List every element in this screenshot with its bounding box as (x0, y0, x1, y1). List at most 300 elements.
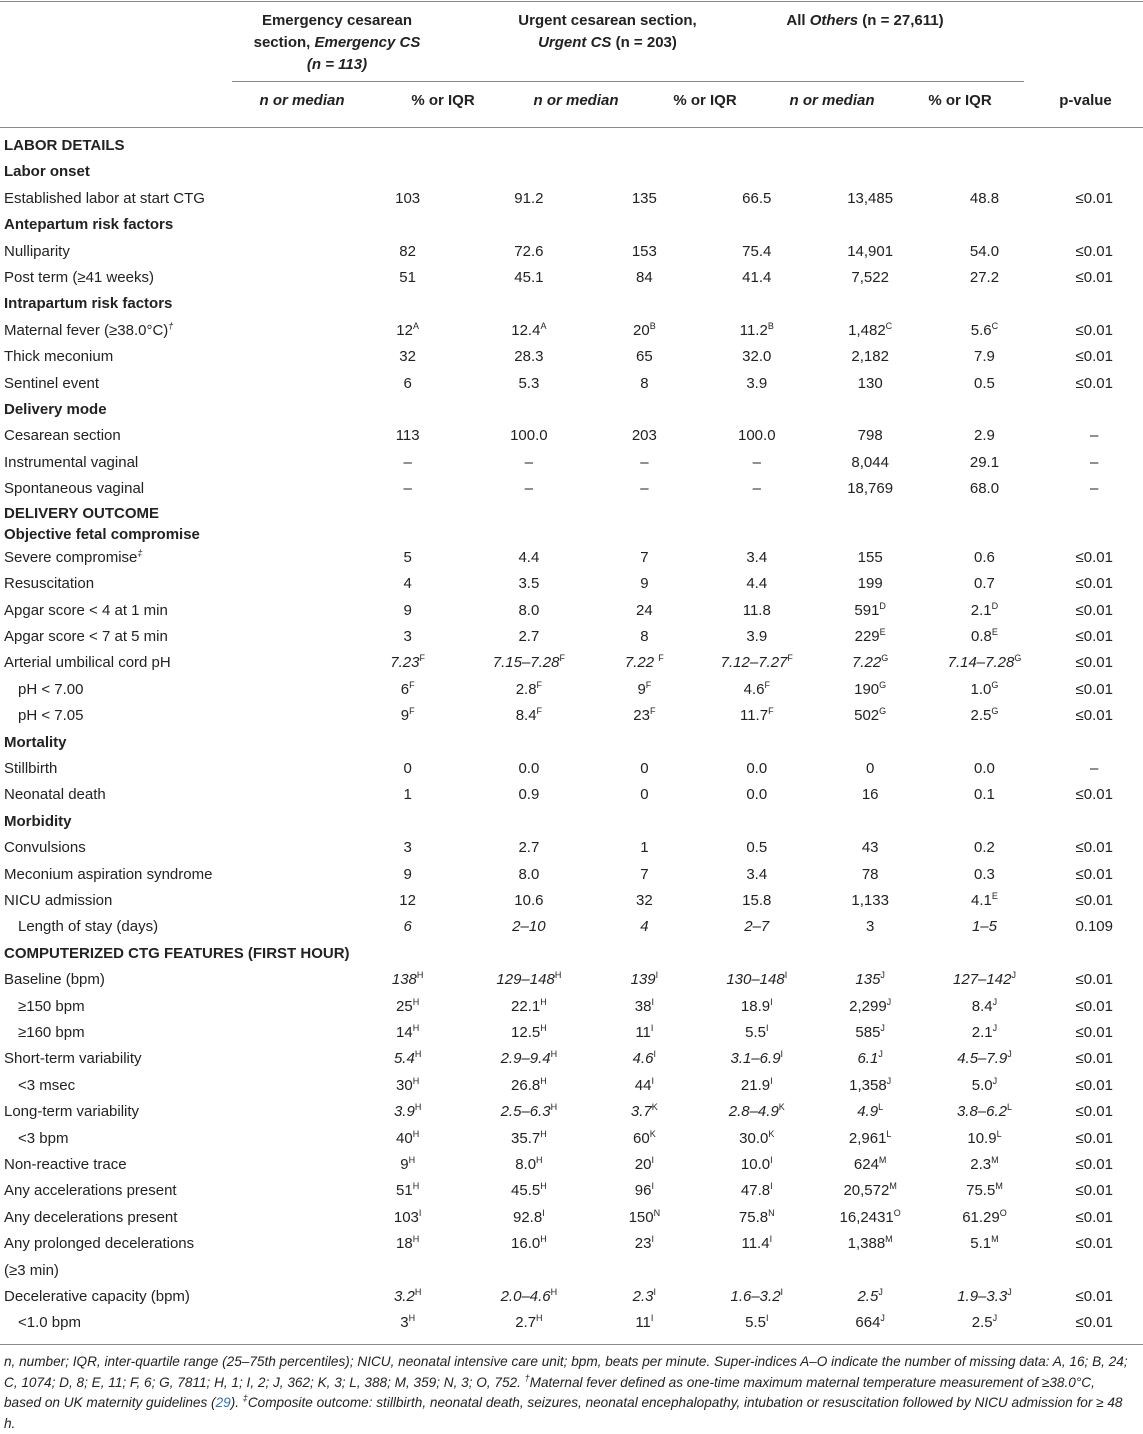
group-header-urgent: Urgent cesarean section, Urgent CS (n = 203) (518, 12, 697, 51)
cell-value: 7.12–7.27 (720, 654, 788, 672)
row-label-text: Resuscitation (4, 575, 95, 593)
cell-value: 9 (400, 707, 410, 725)
table-row (0, 1020, 1143, 1046)
cell-value: 8.4 (971, 997, 993, 1015)
table-cell (817, 782, 924, 808)
cell-value: 0.5 (746, 839, 768, 857)
row-label (0, 1126, 350, 1152)
table-cell (592, 318, 697, 344)
table-cell (1045, 1178, 1143, 1204)
empty-cell (924, 397, 1046, 423)
table-cell (350, 476, 466, 502)
row-label-text: Baseline (bpm) (4, 971, 105, 989)
cell-value: 7.14–7.28 (947, 654, 1015, 672)
cell-value: ≤0.01 (1075, 548, 1113, 566)
cell-value: 26.8 (511, 1076, 541, 1094)
table-cell (924, 545, 1046, 571)
cell-value: 3.5 (518, 575, 540, 593)
missing-data-marker: I (418, 1207, 422, 1218)
table-cell (697, 598, 817, 624)
cell-value: 100.0 (738, 427, 776, 445)
row-label (0, 1020, 350, 1046)
empty-cell (592, 809, 697, 835)
cell-value: 38 (634, 997, 652, 1015)
table-cell (817, 1046, 924, 1072)
cell-value: ≤0.01 (1075, 575, 1113, 593)
empty-cell (1045, 212, 1143, 238)
table-cell (817, 318, 924, 344)
cell-value: ≤0.01 (1075, 374, 1113, 392)
missing-data-marker: H (554, 970, 562, 981)
cell-value: 3.1–6.9 (730, 1050, 781, 1068)
cell-value: – (1090, 759, 1099, 777)
empty-cell (817, 212, 924, 238)
missing-data-marker: F (645, 679, 652, 690)
cell-value: 664 (855, 1314, 881, 1332)
bottom-rule (0, 1344, 1143, 1345)
cell-value: 130 (857, 374, 883, 392)
cell-value: ≤0.01 (1075, 1314, 1113, 1332)
table-cell (466, 476, 592, 502)
cell-value: 24 (636, 601, 653, 619)
cell-value: 82 (399, 242, 416, 260)
row-label-text: Thick meconium (4, 348, 114, 366)
empty-cell (924, 941, 1046, 967)
table-cell (592, 1284, 697, 1310)
cell-value: ≤0.01 (1075, 348, 1113, 366)
table-cell (1045, 1046, 1143, 1072)
cell-value: 127–142 (953, 971, 1012, 989)
table-row (0, 371, 1143, 397)
row-label-text: Labor onset (4, 163, 90, 181)
row-label (0, 730, 350, 756)
missing-data-marker: I (650, 1313, 654, 1324)
cell-value: 8 (640, 374, 649, 392)
table-cell (924, 265, 1046, 291)
empty-cell (466, 159, 592, 185)
table-row (0, 1205, 1143, 1231)
table-cell (924, 862, 1046, 888)
row-label (0, 133, 350, 159)
cell-value: 1,388 (847, 1235, 886, 1253)
row-label (0, 598, 350, 624)
missing-data-marker: H (412, 1075, 420, 1086)
row-label-text: Post term (≥41 weeks) (4, 269, 154, 287)
missing-data-marker: H (414, 1102, 422, 1113)
cell-value: 0.7 (974, 575, 995, 593)
citation-link[interactable]: 29 (215, 1395, 231, 1410)
cell-value: 96 (634, 1182, 652, 1200)
empty-cell (697, 133, 817, 159)
cell-value: 4 (640, 918, 649, 936)
table-cell (924, 994, 1046, 1020)
cell-value: 10.6 (514, 891, 544, 909)
empty-cell (697, 159, 817, 185)
cell-value: 8.0 (518, 601, 540, 619)
table-cell (592, 1020, 697, 1046)
empty-cell (350, 730, 466, 756)
table-cell (592, 1231, 697, 1284)
cell-value: 2–10 (512, 918, 546, 936)
table-cell (817, 344, 924, 370)
table-cell (817, 888, 924, 914)
missing-data-marker: I (769, 1234, 773, 1245)
table-cell (924, 344, 1046, 370)
table-cell (350, 1020, 466, 1046)
table-cell (466, 1205, 592, 1231)
table-cell (924, 1020, 1046, 1046)
table-cell (817, 1152, 924, 1178)
cell-value: 585 (855, 1024, 881, 1041)
cell-value: 20,572 (843, 1182, 890, 1200)
table-cell (592, 1152, 697, 1178)
table-cell (697, 888, 817, 914)
cell-value: 7.23 (390, 654, 420, 672)
empty-cell (592, 503, 697, 524)
row-label-text: Non-reactive trace (4, 1156, 127, 1174)
table-cell (350, 650, 466, 676)
cell-value: 2.5 (857, 1288, 879, 1306)
cell-value: – (1090, 480, 1099, 498)
cell-value: 9 (637, 680, 646, 698)
table-cell (924, 1126, 1046, 1152)
missing-data-marker: J (992, 1023, 998, 1033)
table-cell (466, 650, 592, 676)
cell-value: 0.6 (974, 548, 995, 566)
table-cell (350, 994, 466, 1020)
table-cell (697, 344, 817, 370)
cell-value: ≤0.01 (1075, 1235, 1113, 1253)
cell-value: 22.1 (511, 997, 541, 1015)
cell-value: 45.1 (514, 269, 544, 287)
cell-value: 3 (403, 627, 412, 645)
cell-value: – (1090, 453, 1099, 471)
cell-value: 29.1 (969, 453, 1000, 471)
table-cell (817, 598, 924, 624)
table-cell (924, 835, 1046, 861)
row-label (0, 1099, 350, 1125)
cell-value: ≤0.01 (1075, 1024, 1113, 1041)
empty-cell (350, 291, 466, 317)
missing-data-marker: J (880, 1313, 885, 1324)
cell-value: 0 (403, 759, 412, 777)
row-label-text: Spontaneous vaginal (4, 480, 145, 498)
cell-value: 14 (396, 1024, 413, 1041)
table-cell (1045, 371, 1143, 397)
cell-value: 3 (403, 839, 412, 857)
table-cell (924, 650, 1046, 676)
table-cell (1045, 835, 1143, 861)
table-cell (592, 888, 697, 914)
table-cell (924, 703, 1046, 729)
empty-cell (1045, 159, 1143, 185)
table-cell (1045, 423, 1143, 449)
table-cell (466, 545, 592, 571)
cell-value: 103 (395, 189, 421, 207)
group-header-emergency: Emergency cesarean section, Emergency CS (n = 113) (253, 12, 421, 73)
table-cell (592, 756, 697, 782)
table-cell (1045, 186, 1143, 212)
cell-value: 1.6–3.2 (730, 1288, 781, 1306)
cell-value: 9 (400, 1156, 409, 1174)
missing-data-marker: M (991, 1234, 999, 1245)
table-cell (924, 1152, 1046, 1178)
table-row (0, 1046, 1143, 1072)
cell-value: 7 (640, 865, 649, 883)
table-row (0, 450, 1143, 476)
row-label-text: Meconium aspiration syndrome (4, 865, 213, 883)
empty-cell (350, 524, 466, 545)
empty-cell (697, 503, 817, 524)
table-cell (817, 1284, 924, 1310)
missing-data-marker: G (879, 706, 887, 717)
cell-value: 32 (399, 348, 416, 366)
cell-value: ≤0.01 (1075, 891, 1113, 909)
table-row (0, 835, 1143, 861)
cell-value: 1,358 (849, 1076, 887, 1094)
row-label (0, 941, 350, 967)
header-rule (0, 127, 1143, 128)
empty-cell (1045, 503, 1143, 524)
table-cell (592, 186, 697, 212)
missing-data-marker: H (414, 1049, 422, 1060)
table-row (0, 1284, 1143, 1310)
cell-value: 2.0–4.6 (500, 1288, 551, 1306)
row-label (0, 450, 350, 476)
cell-value: 0.0 (746, 759, 768, 777)
missing-data-marker: H (540, 996, 547, 1007)
empty-cell (817, 941, 924, 967)
table-row (0, 598, 1143, 624)
table-cell (817, 703, 924, 729)
table-cell (924, 756, 1046, 782)
missing-data-marker: G (991, 679, 999, 690)
cell-value: 1–5 (971, 918, 997, 936)
cell-value: 23 (634, 1235, 652, 1253)
table-cell (350, 598, 466, 624)
table-cell (592, 1073, 697, 1099)
table-cell (592, 677, 697, 703)
table-cell (697, 450, 817, 476)
cell-value: 6 (403, 918, 412, 936)
missing-data-marker: F (409, 706, 415, 717)
cell-value: 6 (400, 680, 410, 698)
row-label-text: <1.0 bpm (18, 1314, 81, 1332)
missing-data-marker: H (412, 1023, 420, 1033)
row-label (0, 318, 350, 344)
missing-data-marker: M (995, 1181, 1003, 1192)
table-cell (350, 1152, 466, 1178)
table-cell (697, 1205, 817, 1231)
table-cell (817, 423, 924, 449)
table-row (0, 1073, 1143, 1099)
missing-data-marker: J (1007, 1049, 1012, 1060)
table-cell (466, 265, 592, 291)
table-cell (924, 239, 1046, 265)
empty-cell (592, 212, 697, 238)
table-cell (697, 1178, 817, 1204)
table-cell (466, 624, 592, 650)
table-cell (1045, 318, 1143, 344)
row-label-text: Severe compromise (4, 548, 138, 566)
table-row (0, 703, 1143, 729)
table-cell (697, 835, 817, 861)
table-cell (592, 239, 697, 265)
empty-cell (350, 133, 466, 159)
row-label-text: Nulliparity (4, 242, 70, 260)
cell-value: 5.3 (518, 374, 540, 392)
missing-data-marker: G (991, 706, 999, 717)
missing-data-marker: K (778, 1102, 785, 1113)
cell-value: 7.22 (852, 654, 882, 672)
table-cell (350, 1310, 466, 1336)
cell-value: 23 (633, 707, 650, 725)
table-cell (350, 265, 466, 291)
cell-value: ≤0.01 (1075, 971, 1113, 989)
cell-value: ≤0.01 (1075, 1156, 1113, 1174)
missing-data-marker: G (881, 653, 889, 664)
missing-data-marker: N (653, 1207, 661, 1218)
missing-data-marker: G (879, 679, 887, 690)
cell-value: 0.0 (518, 759, 540, 777)
table-cell (697, 239, 817, 265)
table-cell (1045, 914, 1143, 940)
missing-data-marker: I (765, 1023, 769, 1033)
cell-value: 7.9 (974, 348, 995, 366)
missing-data-marker: I (770, 1075, 773, 1086)
empty-cell (924, 133, 1046, 159)
table-cell (1045, 994, 1143, 1020)
table-row (0, 265, 1143, 291)
table-cell (466, 318, 592, 344)
table-cell (350, 1099, 466, 1125)
missing-data-marker: J (886, 996, 892, 1007)
cell-value: ≤0.01 (1075, 839, 1113, 857)
empty-cell (350, 397, 466, 423)
empty-cell (592, 730, 697, 756)
cell-value: 130–148 (726, 971, 785, 989)
row-label (0, 1231, 350, 1284)
row-label-text: DELIVERY OUTCOME (4, 504, 160, 522)
cell-value: 20 (633, 321, 650, 339)
table-cell (697, 1099, 817, 1125)
table-cell (350, 371, 466, 397)
table-cell (350, 1205, 466, 1231)
row-label (0, 835, 350, 861)
table-cell (697, 1152, 817, 1178)
cell-value: 51 (396, 1182, 413, 1200)
table-cell (817, 1231, 924, 1284)
table-row (0, 186, 1143, 212)
table-row (0, 1126, 1143, 1152)
missing-data-marker: J (878, 1287, 883, 1298)
table-cell (592, 1310, 697, 1336)
table-cell (466, 756, 592, 782)
cell-value: 7,522 (851, 269, 889, 287)
row-label (0, 1178, 350, 1204)
cell-value: 21.9 (740, 1076, 771, 1094)
row-label (0, 888, 350, 914)
empty-cell (466, 730, 592, 756)
table-cell (1045, 967, 1143, 993)
cell-value: 6 (403, 374, 412, 392)
cell-value: 129–148 (496, 971, 555, 989)
table-cell (592, 624, 697, 650)
row-label-text: Established labor at start CTG (4, 189, 205, 207)
cell-value: 2.7 (518, 627, 540, 645)
cell-value: – (752, 480, 761, 498)
cell-value: 0.8 (971, 627, 992, 645)
cell-value: 0 (640, 786, 649, 804)
cell-value: ≤0.01 (1075, 189, 1113, 207)
subheader-n1: n or median (259, 92, 345, 109)
table-cell (817, 914, 924, 940)
cell-value: ≤0.01 (1075, 1076, 1113, 1094)
cell-value: 91.2 (514, 189, 544, 207)
table-row (0, 423, 1143, 449)
cell-value: 229 (854, 627, 880, 645)
row-label (0, 239, 350, 265)
cell-value: 7.15–7.28 (492, 654, 560, 672)
cell-value: – (403, 453, 412, 471)
missing-data-marker: H (550, 1287, 558, 1298)
row-label-text: Stillbirth (4, 759, 58, 777)
empty-cell (817, 503, 924, 524)
cell-value: 18,769 (847, 480, 894, 498)
cell-value: 1,133 (851, 891, 889, 909)
table-cell (697, 318, 817, 344)
missing-data-marker: H (412, 1181, 420, 1192)
table-cell (697, 571, 817, 597)
table-cell (466, 239, 592, 265)
row-label (0, 967, 350, 993)
cell-value: 2.5–6.3 (500, 1103, 551, 1121)
cell-value: 11 (635, 1314, 651, 1332)
table-cell (350, 703, 466, 729)
table-cell (817, 1310, 924, 1336)
table-cell (350, 545, 466, 571)
cell-value: 2.3 (632, 1288, 654, 1306)
empty-cell (466, 212, 592, 238)
cell-value: 5.0 (971, 1076, 993, 1094)
cell-value: 2.8 (515, 680, 537, 698)
cell-value: 3.9 (746, 374, 768, 392)
missing-data-marker: I (653, 1287, 657, 1298)
cell-value: 0 (640, 759, 649, 777)
empty-cell (466, 809, 592, 835)
cell-value: 92.8 (513, 1208, 543, 1226)
table-cell (817, 450, 924, 476)
missing-data-marker: L (878, 1102, 884, 1113)
row-label (0, 344, 350, 370)
subheader-p3: % or IQR (928, 92, 992, 109)
table-row (0, 571, 1143, 597)
table-cell (1045, 756, 1143, 782)
table-row (0, 476, 1143, 502)
cell-value: 1.9–3.3 (957, 1288, 1008, 1306)
cell-value: 3 (865, 918, 875, 936)
subheader-pvalue: p-value (1059, 92, 1112, 109)
table-cell (466, 677, 592, 703)
table-cell (817, 371, 924, 397)
missing-data-marker: H (416, 970, 424, 981)
table-cell (592, 650, 697, 676)
section-row (0, 133, 1143, 159)
cell-value: 0.0 (974, 759, 995, 777)
missing-data-marker: F (419, 653, 425, 664)
empty-cell (350, 941, 466, 967)
cell-value: 3.9 (746, 627, 768, 645)
